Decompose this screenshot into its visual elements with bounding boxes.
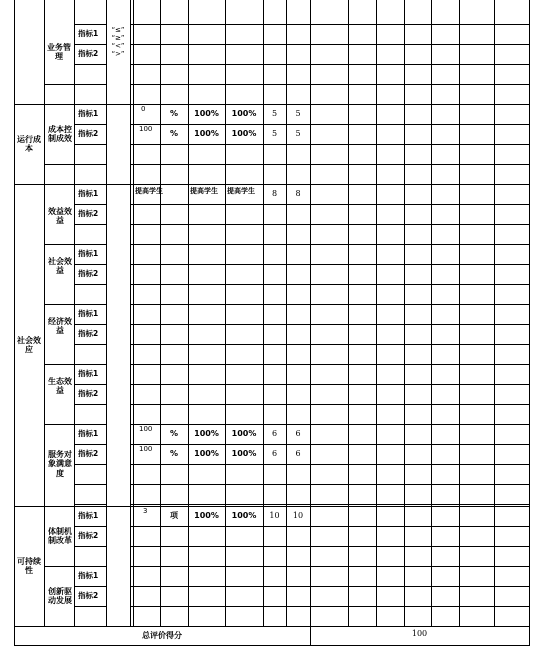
score: 8 bbox=[295, 189, 301, 199]
unit: % bbox=[169, 449, 178, 459]
sub-cost-control: 成本控制成效 bbox=[48, 124, 72, 143]
unit: % bbox=[169, 109, 178, 119]
score: 5 bbox=[295, 109, 301, 119]
weight: 6 bbox=[271, 429, 278, 439]
weight: 8 bbox=[271, 189, 278, 199]
indicator-label: 指标1 bbox=[78, 510, 99, 520]
plan-value: 100% bbox=[194, 429, 219, 439]
indicator-label: 指标2 bbox=[78, 448, 99, 458]
section-social-effect: 社会效应 bbox=[17, 335, 41, 354]
section-sustainability: 可持续性 bbox=[17, 556, 41, 575]
symbol-ge: “≥” bbox=[111, 34, 125, 42]
actual-value: 100% bbox=[231, 449, 257, 459]
sub-business-management: 业务管理 bbox=[47, 42, 71, 61]
symbol-lt: “<” bbox=[111, 42, 125, 50]
total-score-value: 100 bbox=[411, 629, 428, 638]
indicator-label: 指标2 bbox=[78, 128, 99, 138]
weight: 6 bbox=[271, 449, 278, 459]
target-value: 提高学生 bbox=[135, 186, 163, 195]
comparison-symbols bbox=[106, 20, 130, 64]
total-score-label: 总评价得分 bbox=[142, 631, 182, 641]
sub-benefit: 效益效益 bbox=[48, 206, 72, 225]
sub-economic-benefit: 经济效益 bbox=[48, 316, 72, 335]
indicator-label: 指标1 bbox=[78, 570, 99, 580]
indicator-label: 指标2 bbox=[78, 48, 99, 58]
sub-social-benefit: 社会效益 bbox=[48, 256, 72, 275]
indicator-label: 指标2 bbox=[78, 590, 99, 600]
sub-innovation: 创新驱动发展 bbox=[48, 586, 72, 605]
indicator-label: 指标1 bbox=[78, 308, 99, 318]
sub-satisfaction: 服务对象满意度 bbox=[48, 450, 72, 478]
symbol-le: “≤” bbox=[111, 26, 125, 34]
section-operating-cost: 运行成本 bbox=[17, 134, 41, 153]
score: 6 bbox=[295, 449, 301, 459]
plan-value: 100% bbox=[194, 129, 219, 139]
indicator-label: 指标1 bbox=[78, 108, 99, 118]
score: 6 bbox=[295, 429, 301, 439]
indicator-label: 指标2 bbox=[78, 268, 99, 278]
indicator-label: 指标2 bbox=[78, 530, 99, 540]
actual-value: 100% bbox=[231, 511, 257, 521]
indicator-label: 指标2 bbox=[78, 208, 99, 218]
unit: 项 bbox=[170, 511, 178, 521]
weight: 5 bbox=[271, 129, 278, 139]
target-value: 100 bbox=[139, 445, 153, 453]
weight: 5 bbox=[271, 109, 278, 119]
symbol-gt: “>” bbox=[111, 50, 125, 58]
target-value: 100 bbox=[139, 125, 153, 133]
actual-value: 100% bbox=[231, 429, 257, 439]
indicator-label: 指标1 bbox=[78, 188, 99, 198]
unit: % bbox=[169, 129, 178, 139]
indicator-label: 指标1 bbox=[78, 368, 99, 378]
plan-value: 100% bbox=[194, 109, 219, 119]
score: 5 bbox=[295, 129, 301, 139]
indicator-label: 指标1 bbox=[78, 428, 99, 438]
sub-institutional-reform: 体制机制改革 bbox=[48, 526, 72, 545]
indicator-label: 指标1 bbox=[78, 248, 99, 258]
score: 10 bbox=[292, 511, 304, 521]
actual-value: 100% bbox=[231, 129, 257, 139]
plan-value: 提高学生 bbox=[190, 186, 218, 195]
weight: 10 bbox=[269, 511, 280, 521]
actual-value: 提高学生 bbox=[227, 186, 255, 195]
plan-value: 100% bbox=[194, 449, 219, 459]
target-value: 0 bbox=[141, 105, 146, 113]
indicator-label: 指标1 bbox=[78, 28, 99, 38]
unit: % bbox=[169, 429, 178, 439]
indicator-label: 指标2 bbox=[78, 388, 99, 398]
actual-value: 100% bbox=[231, 109, 257, 119]
indicator-label: 指标2 bbox=[78, 328, 99, 338]
target-value: 3 bbox=[143, 507, 148, 515]
plan-value: 100% bbox=[194, 511, 219, 521]
sub-ecological-benefit: 生态效益 bbox=[48, 376, 72, 395]
target-value: 100 bbox=[139, 425, 153, 433]
